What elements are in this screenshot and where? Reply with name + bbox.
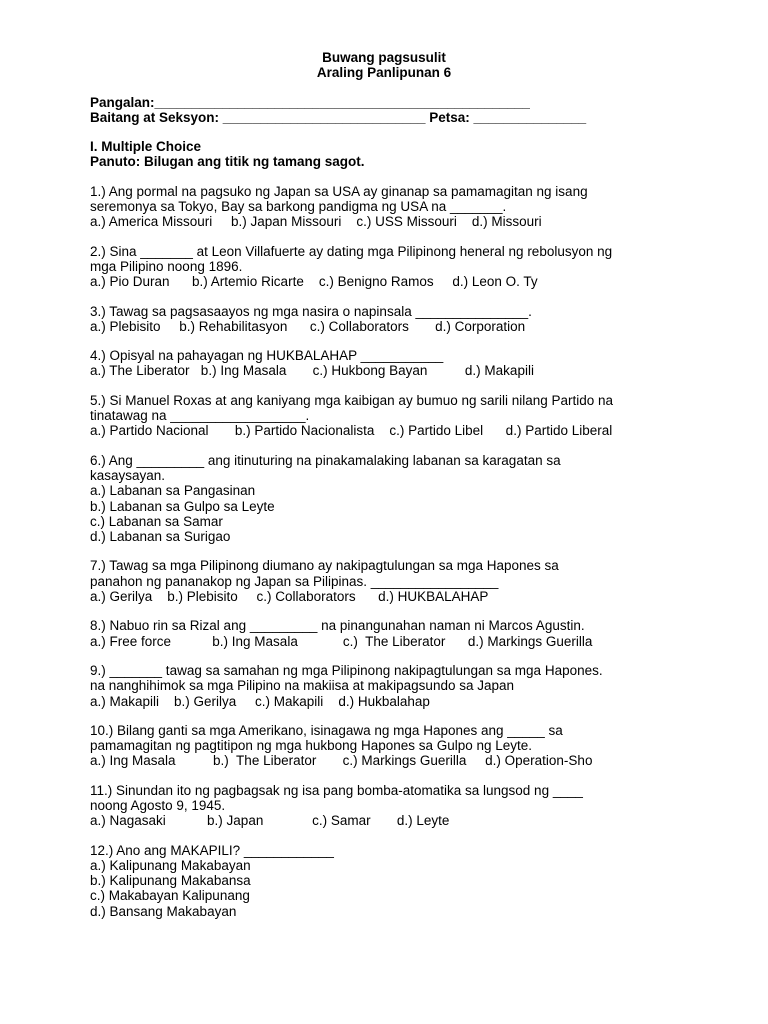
section-instructions: Panuto: Bilugan ang titik ng tamang sagot. <box>90 154 365 170</box>
question-stem-cont: panahon ng pananakop ng Japan sa Pilipinas. _________________ <box>90 573 499 589</box>
question-stem: 5.) Si Manuel Roxas at ang kaniyang mga kaibigan ay bumuo ng sarili nilang Partido na <box>90 392 614 408</box>
question-6 <box>90 453 678 545</box>
name-field-line: Pangalan:__________________________________________________ <box>90 94 530 110</box>
question-8 <box>90 618 678 649</box>
question-stem-cont: tinatawag na __________________. <box>90 408 310 424</box>
question-options: a.) Ing Masala b.) The Liberator c.) Markings Guerilla d.) Operation-Sho <box>90 753 593 769</box>
question-stem: 8.) Nabuo rin sa Rizal ang _________ na pinangunahan naman ni Marcos Agustin. <box>90 618 585 634</box>
question-stem: 1.) Ang pormal na pagsuko ng Japan sa USA ay ginanap sa pamamagitan ng isang <box>90 183 588 199</box>
question-10 <box>90 723 678 769</box>
question-stem: 10.) Bilang ganti sa mga Amerikano, isinagawa ng mga Hapones ang _____ sa <box>90 722 563 738</box>
question-option: b.) Kalipunang Makabansa <box>90 873 251 889</box>
question-options: a.) Gerilya b.) Plebisito c.) Collaborators d.) HUKBALAHAP <box>90 589 489 605</box>
question-options: a.) Partido Nacional b.) Partido Nacionalista c.) Partido Libel d.) Partido Liberal <box>90 423 613 439</box>
question-stem-cont: pamamagitan ng pagtitipon ng mga hukbong Hapones sa Gulpo ng Leyte. <box>90 738 533 754</box>
question-11 <box>90 783 678 829</box>
question-5 <box>90 393 678 439</box>
question-options: a.) The Liberator b.) Ing Masala c.) Hukbong Bayan d.) Makapili <box>90 363 534 379</box>
question-options: a.) Nagasaki b.) Japan c.) Samar d.) Leyte <box>90 813 450 829</box>
question-3 <box>90 304 678 335</box>
question-stem-cont: noong Agosto 9, 1945. <box>90 797 226 813</box>
question-4 <box>90 348 678 379</box>
question-options: a.) America Missouri b.) Japan Missouri c.) USS Missouri d.) Missouri <box>90 214 542 230</box>
quiz-page <box>90 50 678 919</box>
quiz-subject: Araling Panlipunan 6 <box>316 65 452 81</box>
question-stem: 4.) Opisyal na pahayagan ng HUKBALAHAP ___________ <box>90 348 444 364</box>
question-stem: 9.) _______ tawag sa samahan ng mga Pilipinong nakipagtulungan sa mga Hapones. <box>90 662 603 678</box>
question-stem: 7.) Tawag sa mga Pilipinong diumano ay nakipagtulungan sa mga Hapones sa <box>90 558 559 574</box>
question-options: a.) Makapili b.) Gerilya c.) Makapili d.) Hukbalahap <box>90 693 430 709</box>
question-stem: 6.) Ang _________ ang itinuturing na pinakamalaking labanan sa karagatan sa <box>90 452 561 468</box>
question-stem: 11.) Sinundan ito ng pagbagsak ng isa pang bomba-atomatika sa lungsod ng ____ <box>90 782 583 798</box>
question-option: a.) Labanan sa Pangasinan <box>90 483 256 499</box>
question-options: a.) Pio Duran b.) Artemio Ricarte c.) Benigno Ramos d.) Leon O. Ty <box>90 274 538 290</box>
grade-date-field-line: Baitang at Seksyon: ___________________________ Petsa: _______________ <box>90 109 587 125</box>
question-option: c.) Labanan sa Samar <box>90 513 223 529</box>
question-option: d.) Bansang Makabayan <box>90 903 237 919</box>
question-stem: 2.) Sina _______ at Leon Villafuerte ay dating mga Pilipinong heneral ng rebolusyon ng <box>90 243 613 259</box>
question-option: a.) Kalipunang Makabayan <box>90 857 251 873</box>
question-2 <box>90 244 678 290</box>
question-stem: 12.) Ano ang MAKAPILI? ____________ <box>90 842 334 858</box>
question-option: b.) Labanan sa Gulpo sa Leyte <box>90 498 275 514</box>
question-stem-cont: mga Pilipino noong 1896. <box>90 258 243 274</box>
question-7 <box>90 558 678 604</box>
question-12 <box>90 843 678 919</box>
question-9 <box>90 663 678 709</box>
question-1 <box>90 184 678 230</box>
question-options: a.) Plebisito b.) Rehabilitasyon c.) Collaborators d.) Corporation <box>90 318 526 334</box>
quiz-title: Buwang pagsusulit <box>322 50 446 65</box>
question-stem-cont: na nanghihimok sa mga Pilipino na makiisa at makipagsundo sa Japan <box>90 678 515 694</box>
question-stem-cont: kasaysayan. <box>90 467 166 483</box>
question-option: c.) Makabayan Kalipunang <box>90 888 250 904</box>
question-options: a.) Free force b.) Ing Masala c.) The Liberator d.) Markings Guerilla <box>90 633 593 649</box>
question-option: d.) Labanan sa Surigao <box>90 529 231 545</box>
question-stem: 3.) Tawag sa pagsasaayos ng mga nasira o napinsala _______________. <box>90 303 532 319</box>
section-title: I. Multiple Choice <box>90 139 202 155</box>
question-stem-cont: seremonya sa Tokyo, Bay sa barkong pandigma ng USA na _______. <box>90 199 507 215</box>
